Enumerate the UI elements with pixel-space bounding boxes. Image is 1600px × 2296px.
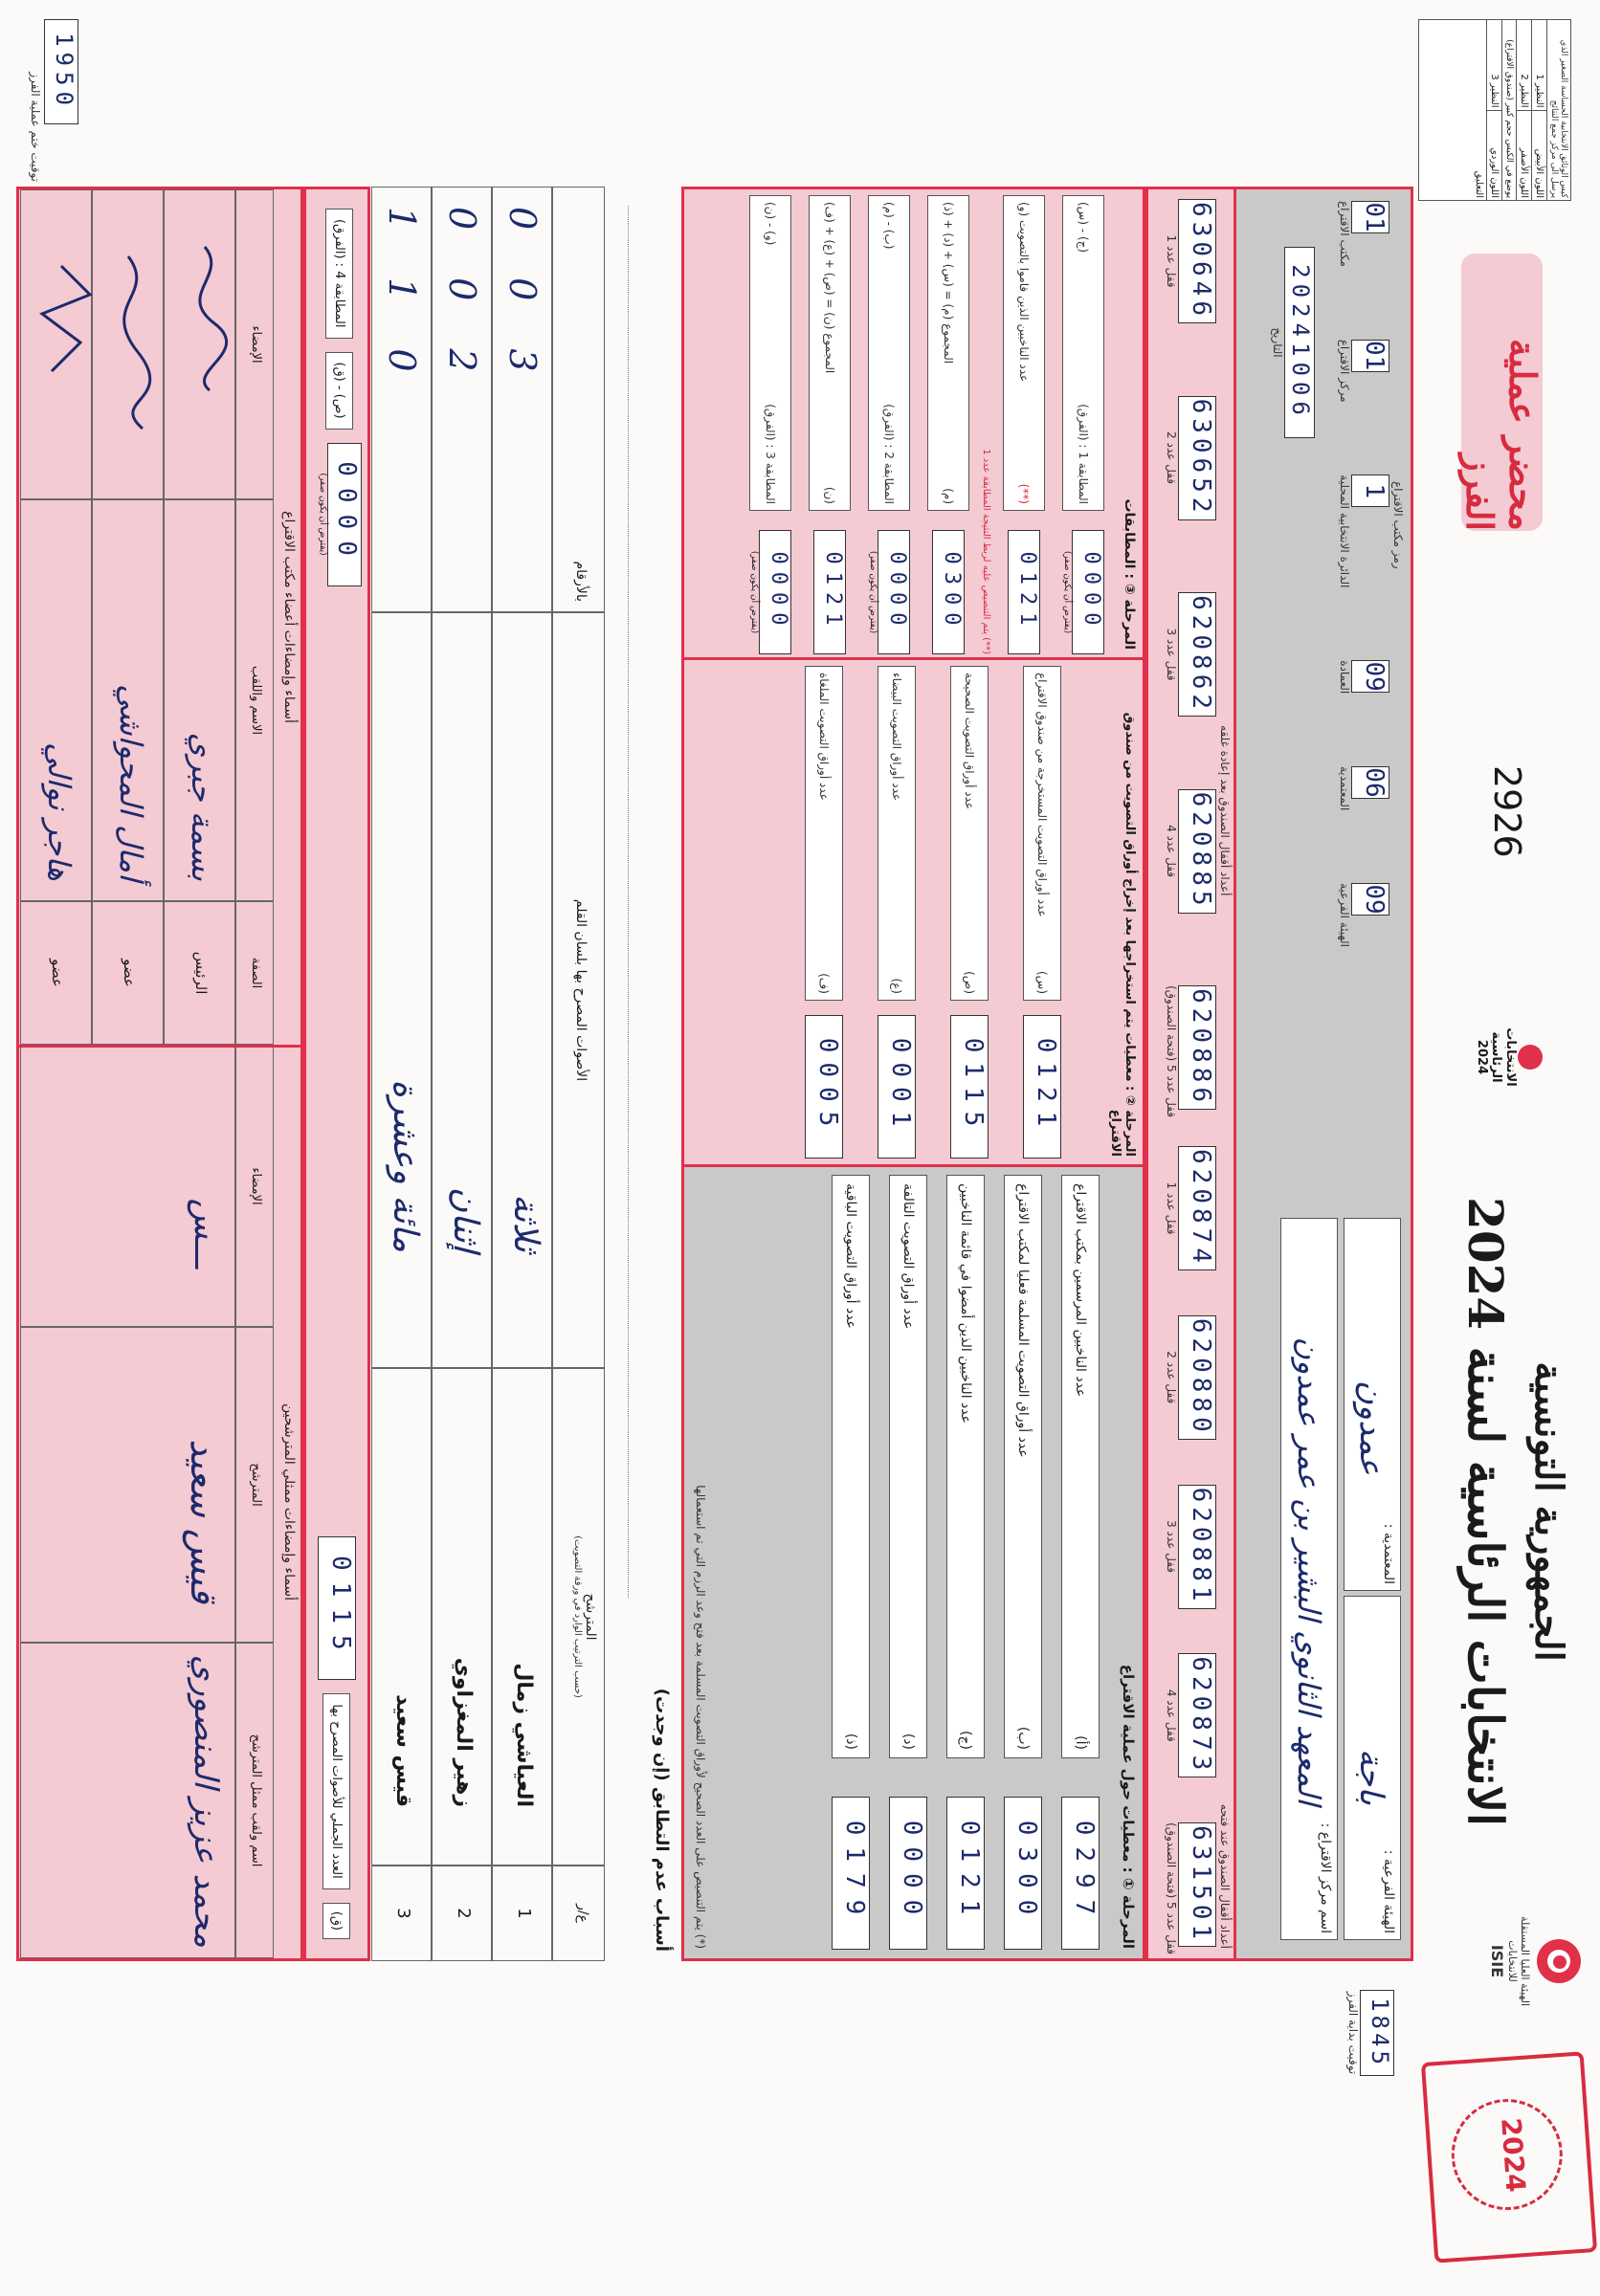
mismatch-title: أسباب عدم التطابق (إن وجدت): [652, 1688, 672, 1952]
stage-3-row-1: 0000 (يفترض أن يكون صفر) المطابقة 1 : (الفرق) (ج) - (س): [1056, 195, 1110, 654]
delegation-box: المعتمدية : عمدون: [1344, 1218, 1401, 1591]
field-center: 01 مركز الاقتراع: [1338, 339, 1389, 403]
stage-3-row-5: 0121 (ن) المجموع (ن) = (ص) + (ع) + (ف): [803, 195, 856, 654]
stamp-year: 2024: [1495, 2116, 1532, 2194]
field-office: 01 مكتب الاقتراع: [1338, 201, 1389, 267]
field-sector: 09 العمادة: [1338, 660, 1389, 695]
stage-1-title: المرحلة ① : معطيات حول عملية الاقتراع: [1120, 1664, 1137, 1949]
reps-col-rep: اسم ولقب ممثل المترشح: [235, 1643, 274, 1958]
members-col-role: الصفة: [235, 901, 274, 1045]
stage-3-note: (**) يتم التنصيص عليه لربط النتيجة المطابقة عدد 1: [981, 449, 991, 654]
stage-1-row-b: 0300 (ب) عدد أوراق التصويت المسلمة فعليا لمكتب الاقتراع: [999, 1175, 1047, 1950]
stages-block: [686, 187, 1145, 1961]
members-row-1-name: بسمة جبري: [164, 499, 235, 901]
results-row-1-name: العياشي زمال: [492, 1368, 552, 1866]
office-block: رمز مكتب الاقتراع 09 الهيئة الفرعية 06 المعتمدية 09 العمادة 1 الدائرة الانتخابية المحلية 01 مركز الاقتراع 01 مكتب الاقتراع 20241006 التاريخ الهيئة الفرعية : باجة المعتمدية : عمدون اسم مركز الاقتراع : المعهد الثانوي البشير بن عمر عمدون: [1150, 187, 1413, 1961]
results-row-3-num: 3: [371, 1866, 432, 1961]
authority-name: الهيئة العليا المستقلة للانتخابات: [1506, 1915, 1531, 2007]
reclose-lock-2: 630652 قفل عدد 2: [1149, 396, 1216, 520]
stage-2-row-ain: 0001 (ع) عدد أوراق التصويت البيضاء: [873, 666, 921, 1159]
members-col-sign: الإمضاء: [235, 189, 274, 499]
start-time: 1845 توقيت بداية الفرز: [1346, 1991, 1393, 2075]
date-field: 20241006 التاريخ: [1271, 247, 1315, 438]
branch-box: الهيئة الفرعية : باجة: [1344, 1596, 1401, 1940]
minutes-title: محضر عملية الفرز: [1458, 338, 1545, 531]
open-lock-4: 620873 قفل عدد 4: [1149, 1653, 1216, 1777]
stage-1-row-a: 0297 (أ) عدد الناخبين المرسمين بمكتب الاقتراع: [1056, 1175, 1104, 1950]
election-title: الانتخابات الرئاسية لسنة 2024: [1457, 1197, 1514, 1826]
stage-2: [681, 655, 1145, 1167]
results-row-3-words: مائة وعشرة: [371, 612, 432, 1368]
stage-2-title: المرحلة ② : معطيات يتم استخراجها بعد إخراج أوراق التصويت من صندوق الاقتراع: [1108, 712, 1137, 1157]
open-lock-1: 620874 قفل عدد 1: [1149, 1146, 1216, 1270]
official-stamp: [1421, 2051, 1597, 2263]
results-row-2-digits: 002: [432, 187, 492, 612]
stage-3: [681, 187, 1145, 660]
reps-row-1-candidate: قيس سعيد: [20, 1327, 235, 1643]
stage-3-row-6: 0000 (يفترض أن يكون صفر) المطابقة 3 : (الفرق) (و) - (ن): [744, 195, 797, 654]
results-row-1-num: 1: [492, 1866, 552, 1961]
reclose-lock-4: 620885 قفل عدد 4: [1149, 789, 1216, 914]
stage-3-row-2: 0121 (**) عدد الناخبين الذين قاموا بالتصويت (و): [997, 195, 1051, 654]
members-col-name: الاسم واللقب: [235, 499, 274, 901]
signature-scribbles: [23, 209, 233, 496]
reclose-lock-1: 630646 قفل عدد 1: [1149, 199, 1216, 323]
results-row-3-name: قيس سعيد: [371, 1368, 432, 1866]
end-time: 1950 توقيت ختم عملية الفرز: [29, 19, 78, 182]
center-box: اسم مركز الاقتراع : المعهد الثانوي البشير بن عمر عمدون: [1280, 1218, 1338, 1940]
stage-1-row-d: 0000 (د) عدد أوراق التصويت التالفة: [884, 1175, 932, 1950]
members-title: أسماء وإمضاءات أعضاء مكتب الاقتراع: [281, 511, 297, 723]
results-row-3-digits: 110: [371, 187, 432, 612]
envelope-legend: كيس الوثائق الانتخابية الحساسة الصغير الذي يرسل الى مركز جمع النتائج اللون الأبيض النظير 1 اللون الأصفر النظير 2 يوضع في الكيس حجم كبير (صندوق الاقتراع) اللون الوردي النظير 3 التعليق: [1418, 19, 1571, 201]
match-4: 0000 (يفترض أن يكون صفر) (ص) - (ق) المطابقة 4 : (الفرق): [318, 209, 362, 586]
reclose-lock-5: 620886 قفل عدد 5 (فتحة الصندوق): [1165, 985, 1215, 1117]
members-row-2-name: أمال المحواشي: [92, 499, 164, 901]
stage-2-row-fa: 0005 (ف) عدد أوراق التصويت الملغاة: [800, 666, 848, 1159]
members-row-1-role: الرئيس: [164, 901, 235, 1045]
isie-logo: [1437, 1909, 1581, 2014]
reps-col-candidate: المترشح: [235, 1327, 274, 1643]
stage-3-title: المرحلة ③ : المطابقات: [1122, 498, 1137, 650]
mismatch-section: [604, 187, 681, 1961]
signatures-block: [16, 187, 303, 1961]
stage-3-rows: [744, 195, 1110, 654]
open-lock-5: 631501 قفل عدد 5 (فتحة الصندوق): [1165, 1822, 1215, 1954]
stage-1-rows: [817, 1175, 1104, 1950]
results-row-2-num: 2: [432, 1866, 492, 1961]
reps-col-sign: الإمضاء: [235, 1046, 274, 1327]
open-lock-3: 620881 قفل عدد 3: [1149, 1485, 1216, 1609]
total-declared: (ق) العدد الجملي للأصوات المصرح بها 0115: [318, 1536, 356, 1939]
members-row-3-name: هاجر نوالي: [20, 499, 92, 901]
field-branch: 09 الهيئة الفرعية: [1338, 883, 1389, 947]
results-col-digits: بالأرقام: [552, 187, 605, 612]
results-col-num: ع/ر: [552, 1866, 605, 1961]
stage-3-row-4: 0000 (يفترض أن يكون صفر) المطابقة 2 : (الفرق) (ب) - (م): [862, 195, 916, 654]
locks-row: أعداد أقفال الصندوق عند فتحه 620874 قفل عدد 1 620880 قفل عدد 2 620881 قفل عدد 3 620873 قفل عدد 4 631501 قفل عدد 5 (فتحة الصندوق) أعداد أقفال الصندوق بعد إعادة غلقه 630646 قفل عدد 1 630652 قفل عدد 2 620862 قفل عدد 3 620885 قفل عدد 4 620886 قفل عدد 5 (فتحة الصندوق): [1145, 187, 1236, 1961]
results-col-words: الأصوات المصرح بها بلسان القلم: [552, 612, 605, 1368]
results-row-1-words: ثلاثة: [492, 612, 552, 1368]
locks-open: [1149, 1146, 1216, 1954]
tunisia-flag-icon: [1537, 1939, 1581, 1983]
stage-1-note: (*) يتم التنصيص على العدد الصحيح لأوراق التصويت المسلمة بعد فتح وعد الرزم التي تم استعمالها: [694, 1485, 707, 1949]
republic-title: الجمهورية التونسية: [1526, 1361, 1571, 1662]
stage-2-row-s: 0121 (س) عدد أوراق التصويت المستخرجة من صندوق الاقتراع: [1018, 666, 1066, 1159]
ballot-drop-icon: [1518, 1045, 1543, 1070]
reps-row-1-rep: محمد عزيز المنصوري: [20, 1643, 235, 1958]
total-row: [303, 187, 370, 1961]
results-row-2-words: إثنان: [432, 612, 492, 1368]
election-logo: الانتخابات الرئاسية 2024: [1437, 1014, 1543, 1100]
reps-row-1-sign: ـــس: [20, 1046, 235, 1327]
reps-title: أسماء وإمضاءات ممثلي المترشحين: [281, 1402, 297, 1601]
stage-1-row-e: 0179 (ذ) عدد أوراق التصويت الباقية: [827, 1175, 875, 1950]
header: [1409, 0, 1600, 2296]
members-row-3-role: عضو: [20, 901, 92, 1045]
minutes-title-badge: [1458, 254, 1545, 531]
stage-3-row-3: 0300 (م) المجموع (م) = (س) + (د) + (ذ): [922, 195, 975, 654]
results-table: [366, 187, 605, 1961]
reclose-lock-3: 620862 قفل عدد 3: [1149, 592, 1216, 717]
stage-2-row-sad: 0115 (ص) عدد أوراق التصويت الصحيحة: [945, 666, 993, 1159]
members-row-2-role: عضو: [92, 901, 164, 1045]
stage-1: [681, 1162, 1145, 1961]
field-delegation: 06 المعتمدية: [1338, 765, 1389, 811]
results-row-2-name: زهير المغزاوي: [432, 1368, 492, 1866]
results-col-candidate: المترشح (حسب الترتيب الوارد في ورقة التصويت): [552, 1368, 605, 1866]
field-local-district: 1 الدائرة الانتخابية المحلية: [1338, 475, 1389, 588]
stage-2-rows: [800, 666, 1066, 1159]
office-code-fields: [1332, 201, 1389, 947]
form-number: 2926: [1486, 765, 1528, 858]
locks-reclose: [1149, 199, 1216, 1117]
members-section: [16, 187, 303, 1048]
reps-section: [16, 1043, 303, 1961]
location-block: [1277, 1218, 1401, 1945]
results-row-1-digits: 003: [492, 187, 552, 612]
open-lock-2: 620880 قفل عدد 2: [1149, 1315, 1216, 1440]
stage-1-row-c: 0121 (ج) عدد الناخبين الذين أمضوا في قائمة الناخبين: [942, 1175, 989, 1950]
authority-abbr: ISIE: [1488, 1944, 1506, 1978]
